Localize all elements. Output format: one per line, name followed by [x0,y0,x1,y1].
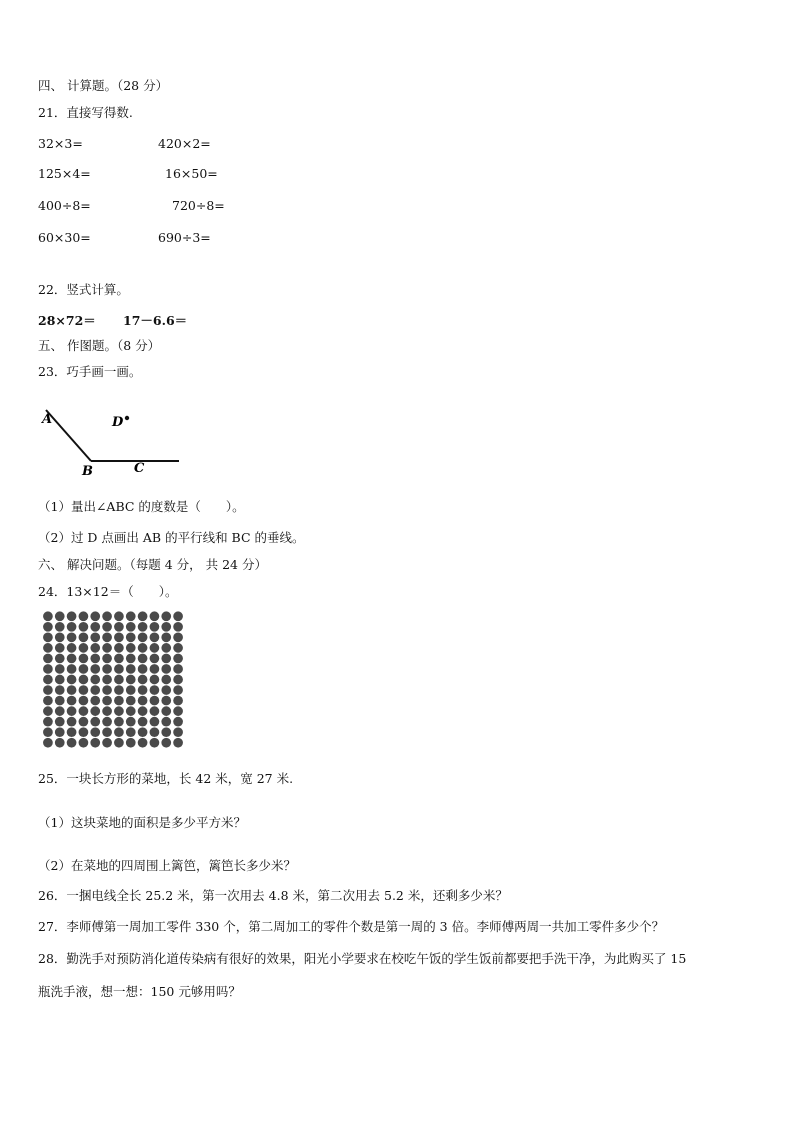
grid-dot [126,727,136,737]
grid-dot [90,706,100,716]
grid-dot [43,727,53,737]
grid-dot [114,738,124,748]
grid-dot [55,643,65,653]
q23-part-2: （2）过 D 点画出 AB 的平行线和 BC 的垂线。 [38,530,305,545]
grid-dot [79,685,89,695]
grid-dot [173,643,183,653]
grid-dot [173,717,183,727]
grid-dot [67,685,77,695]
grid-dot [114,654,124,664]
grid-dot [173,685,183,695]
grid-dot [114,622,124,632]
grid-dot [90,696,100,706]
grid-dot [55,632,65,642]
grid-dot [79,727,89,737]
grid-dot [102,632,112,642]
grid-dot [67,632,77,642]
grid-dot [150,675,160,685]
grid-dot [102,685,112,695]
grid-dot [114,727,124,737]
grid-dot [161,632,171,642]
grid-dot [138,622,148,632]
grid-dot [126,643,136,653]
grid-dot [67,664,77,674]
grid-dot [90,611,100,621]
grid-dot [138,696,148,706]
q21-item: 32×3= [38,136,83,151]
grid-dot [43,622,53,632]
angle-abc-figure [38,400,198,480]
grid-dot [161,717,171,727]
grid-dot [126,706,136,716]
grid-dot [173,727,183,737]
grid-dot [90,643,100,653]
grid-dot [161,696,171,706]
q25-part-1: （1）这块菜地的面积是多少平方米？ [38,815,246,830]
q22-item: 28×72＝ [38,313,96,328]
grid-dot [161,675,171,685]
grid-dot [114,664,124,674]
grid-dot [55,696,65,706]
grid-dot [67,696,77,706]
grid-dot [173,611,183,621]
section-6-title: 六、 解决问题。（每题 4 分， 共 24 分） [38,557,267,572]
grid-dot [79,706,89,716]
grid-dot [43,643,53,653]
grid-dot [126,717,136,727]
grid-dot [138,654,148,664]
q23-part-1: （1）量出∠ABC 的度数是（ ）。 [38,499,245,514]
grid-dot [102,727,112,737]
grid-dot [79,675,89,685]
q24-stem: 24．13×12＝（ ）。 [38,584,178,599]
grid-dot [126,685,136,695]
grid-dot [150,664,160,674]
grid-dot [114,696,124,706]
grid-dot [138,632,148,642]
grid-dot [79,632,89,642]
grid-dot [150,685,160,695]
grid-dot [43,632,53,642]
grid-dot [150,738,160,748]
grid-dot [126,654,136,664]
grid-dot [150,611,160,621]
grid-dot [55,717,65,727]
grid-dot [173,664,183,674]
q21-item: 720÷8= [172,198,225,213]
grid-dot [79,622,89,632]
grid-dot [150,654,160,664]
grid-dot [90,738,100,748]
grid-dot [102,738,112,748]
q27-stem: 27．李师傅第一周加工零件 330 个，第二周加工的零件个数是第一周的 3 倍。李师傅两周一共加工零件多少个？ [38,919,665,934]
grid-dot [161,611,171,621]
grid-dot [138,685,148,695]
grid-dot [161,706,171,716]
grid-dot [90,685,100,695]
grid-dot [79,654,89,664]
grid-dot [102,664,112,674]
grid-dot [173,622,183,632]
grid-dot [150,696,160,706]
q28-line-2: 瓶洗手液，想一想：150 元够用吗？ [38,984,241,999]
grid-dot [161,643,171,653]
q23-stem: 23．巧手画一画。 [38,364,142,379]
grid-dot [114,685,124,695]
grid-dot [173,654,183,664]
ray-ba [46,410,91,461]
grid-dot [67,738,77,748]
grid-dot [55,675,65,685]
grid-dot [43,706,53,716]
grid-dot [102,654,112,664]
q21-item: 420×2= [158,136,211,151]
grid-dot [126,664,136,674]
grid-dot [55,738,65,748]
grid-dot [67,717,77,727]
grid-dot [102,611,112,621]
grid-dot [114,632,124,642]
grid-dot [161,685,171,695]
grid-dot [43,696,53,706]
point-d [125,416,129,420]
grid-dot [126,738,136,748]
grid-dot [67,706,77,716]
grid-dot [90,622,100,632]
grid-dot [90,664,100,674]
grid-dot [43,675,53,685]
grid-dot [138,727,148,737]
grid-dot [67,654,77,664]
grid-dot [173,706,183,716]
grid-dot [43,717,53,727]
grid-dot [173,632,183,642]
label-d: D [112,415,124,430]
grid-dot [173,696,183,706]
grid-dot [102,706,112,716]
grid-dot [161,738,171,748]
grid-dot [55,727,65,737]
label-a: A [42,412,53,427]
q21-item: 60×30= [38,230,91,245]
grid-dot [126,675,136,685]
label-c: C [134,461,145,476]
q21-item: 400÷8= [38,198,91,213]
grid-dot [161,664,171,674]
grid-dot [67,643,77,653]
grid-dot [161,622,171,632]
grid-dot [114,717,124,727]
grid-dot [43,685,53,695]
grid-dot [90,727,100,737]
grid-dot [173,738,183,748]
grid-dot [138,611,148,621]
grid-dot [126,611,136,621]
q21-item: 16×50= [165,166,218,181]
q26-stem: 26．一捆电线全长 25.2 米，第一次用去 4.8 米，第二次用去 5.2 米，还剩多少米？ [38,888,508,903]
dot-grid [42,611,184,748]
grid-dot [114,643,124,653]
grid-dot [67,727,77,737]
grid-dot [138,664,148,674]
q25-part-2: （2）在菜地的四周围上篱笆，篱笆长多少米？ [38,858,296,873]
grid-dot [126,622,136,632]
grid-dot [150,706,160,716]
label-b: B [82,464,93,479]
grid-dot [150,727,160,737]
grid-dot [150,632,160,642]
grid-dot [102,696,112,706]
q21-item: 125×4= [38,166,91,181]
grid-dot [55,706,65,716]
grid-dot [55,622,65,632]
grid-dot [114,611,124,621]
grid-dot [173,675,183,685]
grid-dot [67,622,77,632]
grid-dot [79,738,89,748]
grid-dot [102,717,112,727]
grid-dot [79,696,89,706]
grid-dot [102,675,112,685]
grid-dot [79,664,89,674]
grid-dot [43,664,53,674]
grid-dot [138,738,148,748]
grid-dot [114,706,124,716]
grid-dot [150,643,160,653]
grid-dot [138,706,148,716]
grid-dot [67,675,77,685]
grid-dot [102,643,112,653]
grid-dot [43,611,53,621]
q22-stem: 22．竖式计算。 [38,282,129,297]
grid-dot [43,654,53,664]
grid-dot [102,622,112,632]
grid-dot [55,685,65,695]
grid-dot [90,717,100,727]
grid-dot [138,717,148,727]
section-4-title: 四、 计算题。（28 分） [38,78,169,93]
grid-dot [55,654,65,664]
q21-item: 690÷3= [158,230,211,245]
grid-dot [126,696,136,706]
q28-line-1: 28．勤洗手对预防消化道传染病有很好的效果，阳光小学要求在校吃午饭的学生饭前都要把手洗干净，为此购买了 15 [38,951,687,966]
grid-dot [161,654,171,664]
grid-dot [79,717,89,727]
q22-item: 17－6.6＝ [123,313,188,328]
grid-dot [67,611,77,621]
grid-dot [90,675,100,685]
grid-dot [150,622,160,632]
grid-dot [90,654,100,664]
grid-dot [138,643,148,653]
grid-dot [90,632,100,642]
grid-dot [138,675,148,685]
grid-dot [43,738,53,748]
grid-dot [79,611,89,621]
q25-stem: 25．一块长方形的菜地，长 42 米，宽 27 米. [38,771,294,786]
grid-dot [150,717,160,727]
grid-dot [114,675,124,685]
grid-dot [55,664,65,674]
grid-dot [126,632,136,642]
grid-dot [79,643,89,653]
grid-dot [55,611,65,621]
q21-stem: 21．直接写得数. [38,105,133,120]
section-5-title: 五、 作图题。（8 分） [38,338,161,353]
grid-dot [161,727,171,737]
